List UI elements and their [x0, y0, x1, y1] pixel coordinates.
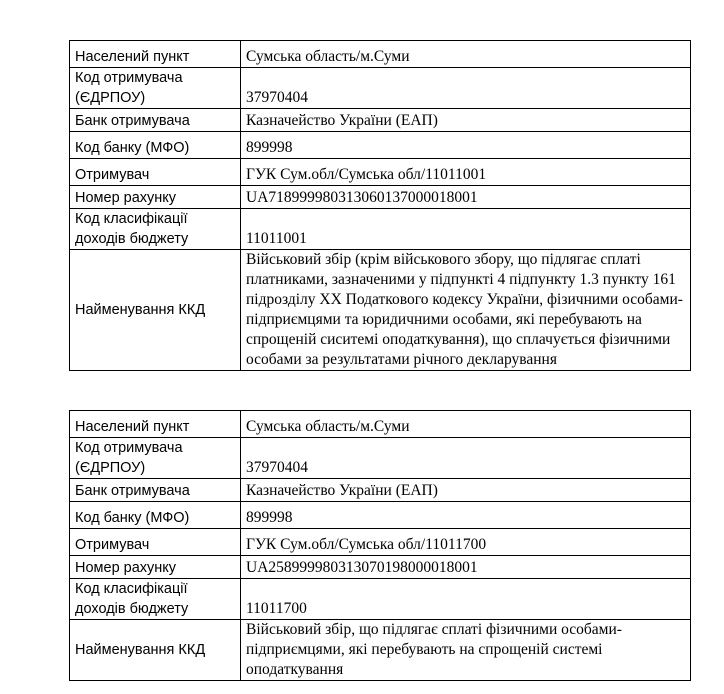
- table-row: [70, 250, 691, 371]
- table-row: [70, 186, 691, 209]
- label-settlement: Населений пункт: [70, 411, 241, 438]
- label-recipient-bank: Банк отримувача: [70, 479, 241, 502]
- value-recipient-bank: Казначейство України (ЕАП): [241, 479, 691, 502]
- label-bank-code: Код банку (МФО): [70, 132, 241, 159]
- table-row: [70, 479, 691, 502]
- value-account-number: UA718999980313060137000018001: [241, 186, 691, 209]
- label-recipient-code: Код отримувача (ЄДРПОУ): [70, 438, 241, 479]
- label-recipient-code: Код отримувача (ЄДРПОУ): [70, 68, 241, 109]
- value-kkd-name: Військовий збір, що підлягає сплаті фізичними особами-підприємцями, які перебувають на спрощеній системі оподаткування: [241, 620, 691, 681]
- table-row: [70, 159, 691, 186]
- label-bank-code: Код банку (МФО): [70, 502, 241, 529]
- value-recipient: ГУК Сум.обл/Сумська обл/11011001: [241, 159, 691, 186]
- table-row: [70, 502, 691, 529]
- value-settlement: Сумська область/м.Суми: [241, 41, 691, 68]
- value-income-code: 11011001: [241, 209, 691, 250]
- payment-details-table-2: [69, 410, 691, 681]
- value-recipient-code: 37970404: [241, 438, 691, 479]
- value-bank-code: 899998: [241, 502, 691, 529]
- label-income-code: Код класифікації доходів бюджету: [70, 579, 241, 620]
- value-account-number: UA258999980313070198000018001: [241, 556, 691, 579]
- label-recipient-bank: Банк отримувача: [70, 109, 241, 132]
- table-row: [70, 41, 691, 68]
- table-row: [70, 209, 691, 250]
- value-kkd-name: Військовий збір (крім військового збору, що підлягає сплаті платниками, зазначеними у підпункті 4 підпункту 1.3 пункту 161 підрозділу XX Податкового кодексу України, фізичними особами-підприємцями та юридичними особами, які перебувають на спрощеній сиситемі оподаткування), що сплачується фізичними особами за результатами річного декларування: [241, 250, 691, 371]
- label-kkd-name: Найменування ККД: [70, 620, 241, 681]
- table-row: [70, 109, 691, 132]
- value-bank-code: 899998: [241, 132, 691, 159]
- table-row: [70, 620, 691, 681]
- table-row: [70, 579, 691, 620]
- label-settlement: Населений пункт: [70, 41, 241, 68]
- label-kkd-name: Найменування ККД: [70, 250, 241, 371]
- label-account-number: Номер рахунку: [70, 186, 241, 209]
- payment-details-table-1: [69, 40, 691, 371]
- table-row: [70, 132, 691, 159]
- table-row: [70, 556, 691, 579]
- label-account-number: Номер рахунку: [70, 556, 241, 579]
- value-recipient: ГУК Сум.обл/Сумська обл/11011700: [241, 529, 691, 556]
- value-recipient-bank: Казначейство України (ЕАП): [241, 109, 691, 132]
- value-recipient-code: 37970404: [241, 68, 691, 109]
- label-recipient: Отримувач: [70, 529, 241, 556]
- table-row: [70, 68, 691, 109]
- label-income-code: Код класифікації доходів бюджету: [70, 209, 241, 250]
- table-row: [70, 411, 691, 438]
- table-row: [70, 529, 691, 556]
- table-row: [70, 438, 691, 479]
- value-settlement: Сумська область/м.Суми: [241, 411, 691, 438]
- value-income-code: 11011700: [241, 579, 691, 620]
- label-recipient: Отримувач: [70, 159, 241, 186]
